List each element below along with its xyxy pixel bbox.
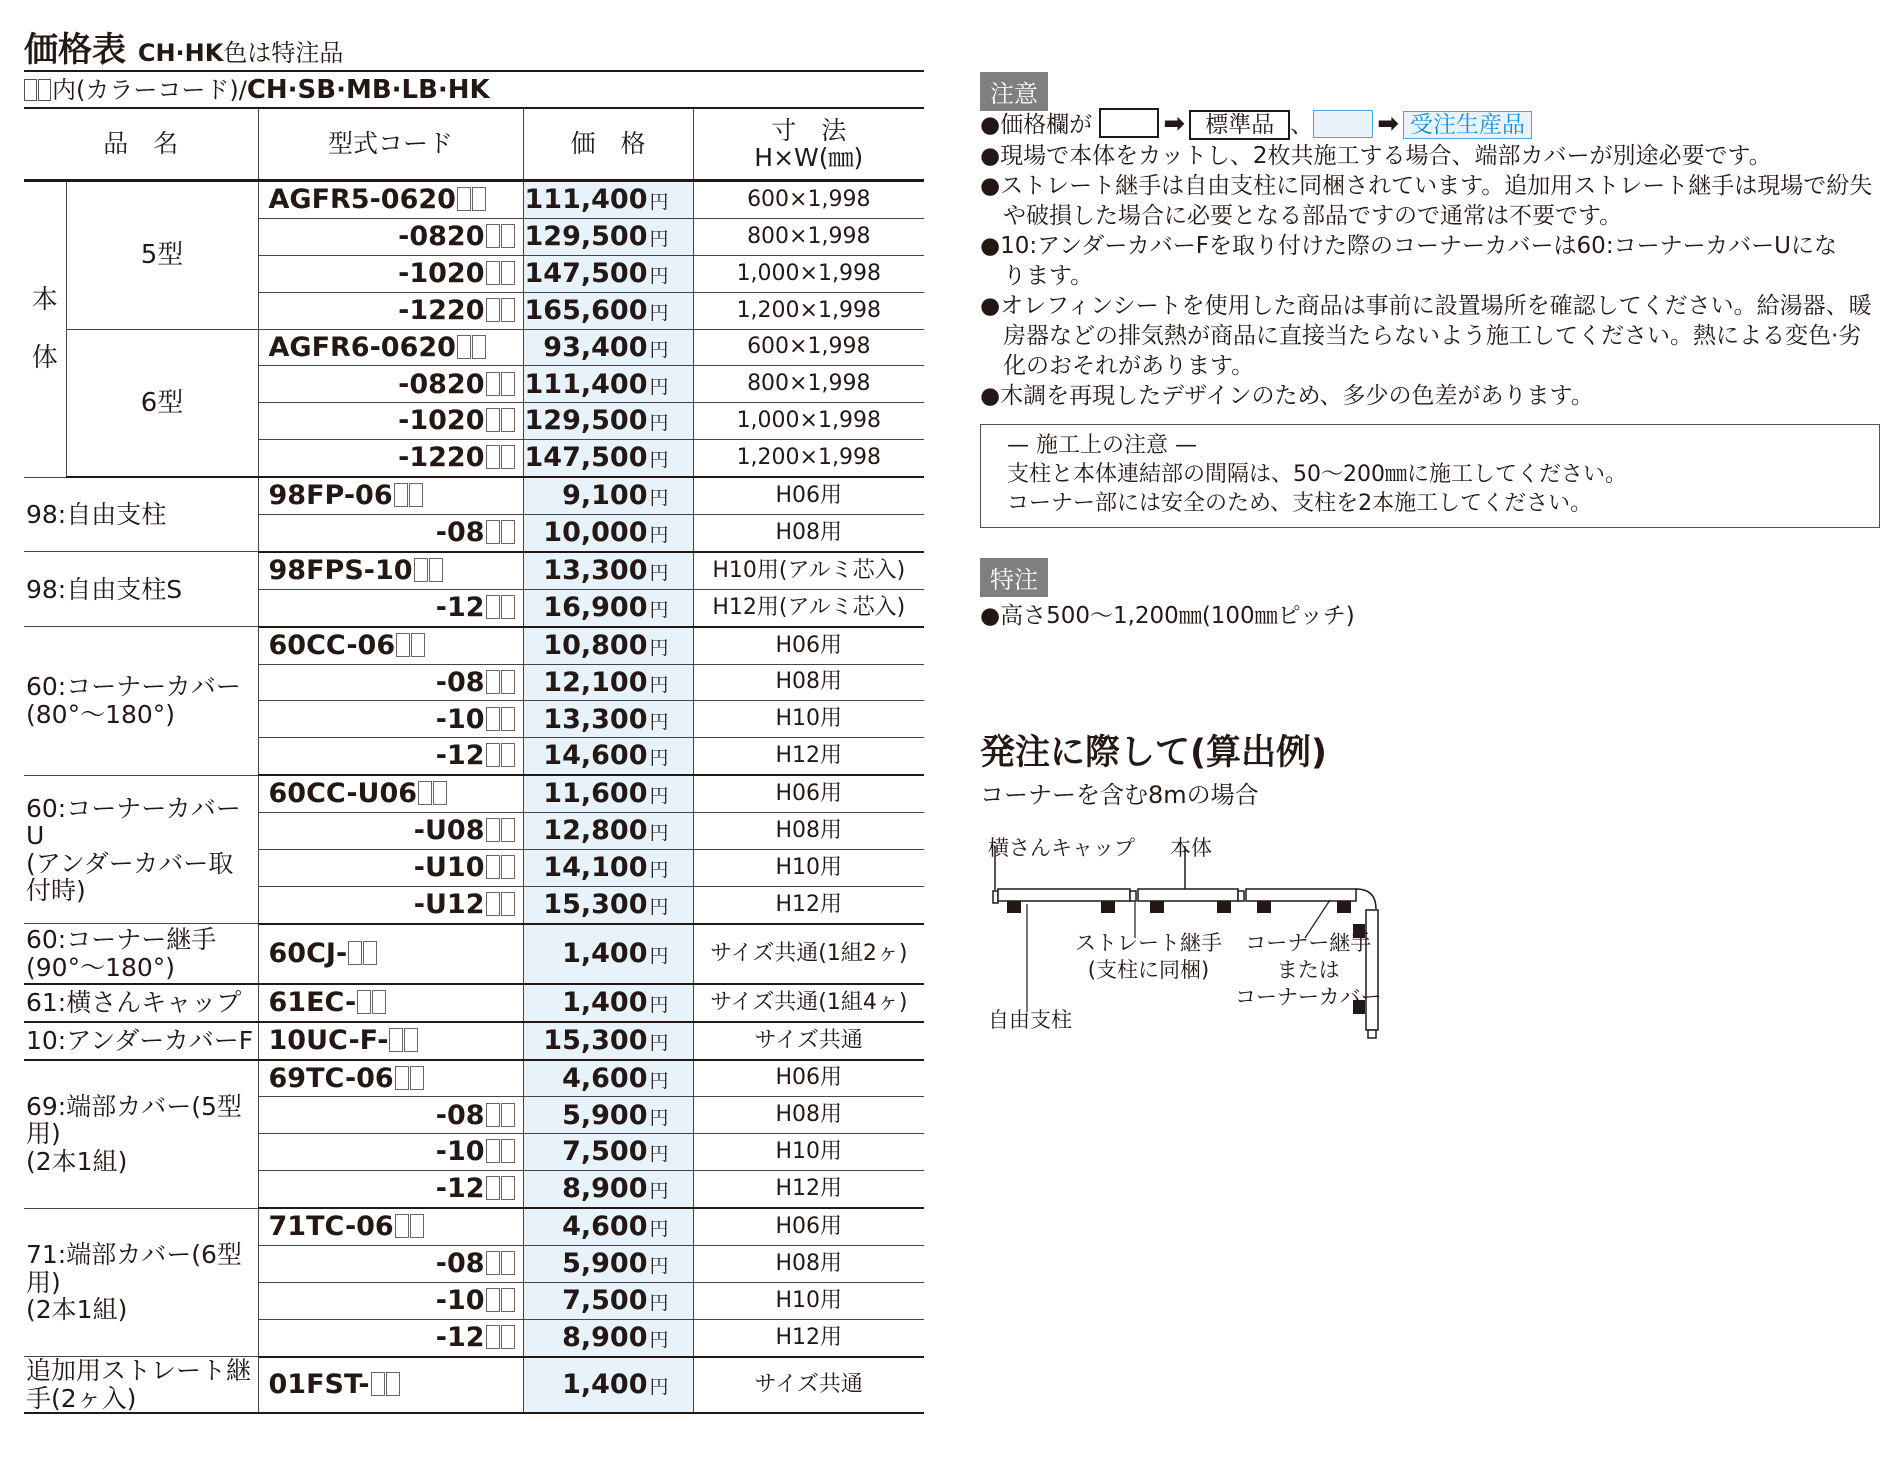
price-cell: 7,500 円: [523, 1282, 693, 1319]
model-code-cell: -10: [258, 1134, 523, 1171]
category-cell: 61:横さんキャップ: [24, 984, 258, 1022]
rail-segment: [1138, 889, 1238, 901]
model-code-cell: AGFR5-0620: [258, 181, 523, 219]
color-code-square-icon: [386, 1372, 400, 1396]
model-code-cell: -0820: [258, 218, 523, 255]
category-cell: 追加用ストレート継手(2ヶ入): [24, 1357, 258, 1414]
order-example-subtitle: コーナーを含む8mの場合: [980, 781, 1259, 809]
table-row: [24, 329, 924, 366]
model-code-cell: -1020: [258, 403, 523, 440]
table-header-row: [24, 108, 924, 181]
color-code-square-icon: [486, 298, 500, 322]
price-cell: 1,400 円: [523, 924, 693, 984]
color-code-square-icon: [394, 483, 408, 507]
color-code-square-icon: [486, 224, 500, 248]
color-code-square-icon: [501, 1176, 515, 1200]
color-code-square-icon: [501, 261, 515, 285]
price-cell: 10,800 円: [523, 627, 693, 664]
rail-segment: [998, 889, 1130, 901]
color-code-square-icon: [501, 1288, 515, 1312]
color-code-square-icon: [486, 1288, 500, 1312]
category-cell: 60:コーナー継手 (90°〜180°): [24, 924, 258, 984]
color-code-square-icon: [501, 1103, 515, 1127]
category-cell: 69:端部カバー(5型用) (2本1組): [24, 1060, 258, 1209]
price-cell: 1,400 円: [523, 984, 693, 1022]
price-cell: 129,500 円: [523, 403, 693, 440]
model-code-cell: -08: [258, 664, 523, 701]
color-code-square-icon: [501, 408, 515, 432]
color-code-square-icon: [501, 855, 515, 879]
size-cell: H10用: [693, 1134, 924, 1171]
color-code-square-icon: [486, 408, 500, 432]
size-cell: H12用: [693, 1319, 924, 1356]
special-order-badge: 特注: [980, 558, 1048, 597]
color-code-square-icon: [472, 335, 486, 359]
note-line-4b: ります。: [980, 263, 1094, 289]
model-code-cell: -1220: [258, 440, 523, 477]
color-code-line: 内(カラーコード)/CH·SB·MB·LB·HK: [24, 70, 924, 108]
size-cell: H06用: [693, 775, 924, 812]
price-cell: 147,500 円: [523, 255, 693, 292]
price-cell: 111,400 円: [523, 181, 693, 219]
blank-square-icon: [38, 79, 51, 101]
table-row: [24, 1208, 924, 1245]
price-cell: 13,300 円: [523, 701, 693, 738]
price-cell: 165,600 円: [523, 292, 693, 329]
table-row: [24, 1357, 924, 1414]
price-cell: 12,100 円: [523, 664, 693, 701]
note-line-5b: 房器などの排気熱が商品に直接当たらないよう施工してください。熱による変色·劣: [980, 323, 1862, 349]
color-code-square-icon: [501, 1251, 515, 1275]
model-code-cell: -1220: [258, 292, 523, 329]
category-cell: 60:コーナーカバーU (アンダーカバー取付時): [24, 775, 258, 924]
color-code-square-icon: [486, 1325, 500, 1349]
model-code-cell: 98FP-06: [258, 477, 523, 514]
special-height-note: ●高さ500〜1,200㎜(100㎜ピッチ): [980, 603, 1355, 629]
model-code-cell: 60CJ-: [258, 924, 523, 984]
color-code-square-icon: [501, 818, 515, 842]
price-cell: 9,100 円: [523, 477, 693, 514]
color-code-square-icon: [371, 1372, 385, 1396]
size-cell: H12用(アルミ芯入): [693, 589, 924, 626]
model-code-cell: 69TC-06: [258, 1060, 523, 1097]
category-cell: 71:端部カバー(6型用) (2本1組): [24, 1208, 258, 1357]
model-code-cell: -12: [258, 1171, 523, 1208]
color-code-square-icon: [486, 595, 500, 619]
model-code-cell: -U08: [258, 813, 523, 850]
color-code-square-icon: [357, 990, 371, 1014]
price-cell: 8,900 円: [523, 1319, 693, 1356]
size-cell: 1,200×1,998: [693, 440, 924, 477]
color-code-square-icon: [389, 1028, 403, 1052]
table-row: [24, 477, 924, 514]
color-code-square-icon: [395, 1214, 409, 1238]
color-code-square-icon: [486, 1251, 500, 1275]
price-table: [24, 107, 924, 1414]
model-code-cell: 98FPS-10: [258, 552, 523, 589]
label-post: 自由支柱: [988, 1008, 1072, 1032]
color-code-square-icon: [486, 445, 500, 469]
table-row: [24, 181, 924, 219]
blue-box-icon: [1313, 110, 1373, 138]
price-cell: 5,900 円: [523, 1097, 693, 1134]
price-cell: 111,400 円: [523, 366, 693, 403]
size-cell: H06用: [693, 627, 924, 664]
color-code-square-icon: [348, 941, 362, 965]
color-code-square-icon: [472, 187, 486, 211]
model-code-cell: -08: [258, 1097, 523, 1134]
label-corner-joint: コーナー継手 または コーナーカバー: [1235, 931, 1382, 1009]
post-icon: [1150, 901, 1164, 913]
color-code-square-icon: [418, 781, 432, 805]
color-code-square-icon: [396, 633, 410, 657]
joint-part: [1238, 891, 1244, 901]
color-code-square-icon: [501, 445, 515, 469]
header-name: 品 名: [24, 108, 258, 181]
cap-part: [1368, 1030, 1376, 1038]
color-code-square-icon: [410, 1066, 424, 1090]
price-cell: 147,500 円: [523, 440, 693, 477]
category-cell: 10:アンダーカバーF: [24, 1022, 258, 1060]
price-cell: 4,600 円: [523, 1208, 693, 1245]
note-line-4: ●10:アンダーカバーFを取り付けた際のコーナーカバーは60:コーナーカバーUにな: [980, 233, 1837, 259]
size-cell: 600×1,998: [693, 329, 924, 366]
category-cell: 98:自由支柱: [24, 477, 258, 552]
color-code-square-icon: [501, 1325, 515, 1349]
model-code-cell: -08: [258, 515, 523, 552]
color-code-square-icon: [501, 224, 515, 248]
size-cell: H06用: [693, 1060, 924, 1097]
size-cell: H06用: [693, 1208, 924, 1245]
price-cell: 8,900 円: [523, 1171, 693, 1208]
post-icon: [1007, 901, 1021, 913]
category-cell: 60:コーナーカバー (80°〜180°): [24, 627, 258, 776]
table-row: [24, 1060, 924, 1097]
header-code: 型式コード: [258, 108, 523, 181]
size-cell: H10用: [693, 701, 924, 738]
arrow-right-icon: ➡: [1163, 109, 1186, 139]
size-cell: 800×1,998: [693, 218, 924, 255]
post-icon: [1101, 901, 1115, 913]
page-title: 価格表 CH·HK色は特注品: [24, 30, 344, 70]
price-cell: 15,300 円: [523, 1022, 693, 1060]
size-cell: H12用: [693, 738, 924, 775]
color-code-square-icon: [486, 670, 500, 694]
size-cell: H08用: [693, 664, 924, 701]
price-cell: 7,500 円: [523, 1134, 693, 1171]
color-code-square-icon: [486, 372, 500, 396]
price-cell: 13,300 円: [523, 552, 693, 589]
color-code-square-icon: [414, 558, 428, 582]
price-cell: 16,900 円: [523, 589, 693, 626]
color-code-square-icon: [501, 520, 515, 544]
label-cap: 横さんキャップ: [988, 836, 1135, 860]
color-code-square-icon: [486, 261, 500, 285]
color-code-square-icon: [486, 855, 500, 879]
body-label-cell: 本 体: [24, 181, 66, 478]
blank-square-icon: [24, 79, 37, 101]
label-body: 本体: [1170, 836, 1212, 860]
color-code-square-icon: [395, 1066, 409, 1090]
price-cell: 5,900 円: [523, 1246, 693, 1283]
table-row: [24, 627, 924, 664]
order-example-title: 発注に際して(算出例): [980, 733, 1327, 773]
size-cell: 800×1,998: [693, 366, 924, 403]
note-line-5c: 化のおそれがあります。: [980, 353, 1255, 379]
post-icon: [1217, 901, 1231, 913]
note-line-5: ●オレフィンシートを使用した商品は事前に設置場所を確認してください。給湯器、暖: [980, 293, 1872, 319]
color-code-square-icon: [501, 707, 515, 731]
note-line-6: ●木調を再現したデザインのため、多少の色差があります。: [980, 383, 1594, 409]
size-cell: 600×1,998: [693, 181, 924, 219]
model-code-cell: -12: [258, 1319, 523, 1356]
note-line-2: ●現場で本体をカットし、2枚共施工する場合、端部カバーが別途必要です。: [980, 143, 1772, 169]
size-cell: H12用: [693, 1171, 924, 1208]
rail-segment: [1246, 889, 1356, 901]
model-code-cell: 60CC-06: [258, 627, 523, 664]
category-cell: 98:自由支柱S: [24, 552, 258, 627]
color-code-square-icon: [429, 558, 443, 582]
color-code-square-icon: [501, 892, 515, 916]
model-code-cell: -U10: [258, 850, 523, 887]
post-icon: [1337, 901, 1351, 913]
color-code-square-icon: [486, 818, 500, 842]
price-cell: 14,600 円: [523, 738, 693, 775]
model-code-cell: 10UC-F-: [258, 1022, 523, 1060]
label-straight-joint: ストレート継手 (支柱に同梱): [1075, 931, 1222, 982]
size-cell: サイズ共通: [693, 1357, 924, 1414]
note-line-3: ●ストレート継手は自由支柱に同梱されています。追加用ストレート継手は現場で紛失: [980, 173, 1873, 199]
size-cell: 1,200×1,998: [693, 292, 924, 329]
color-code-square-icon: [501, 1139, 515, 1163]
price-cell: 11,600 円: [523, 775, 693, 812]
color-code-square-icon: [404, 1028, 418, 1052]
model-code-cell: -12: [258, 589, 523, 626]
table-row: [24, 984, 924, 1022]
size-cell: H10用: [693, 850, 924, 887]
joint-part: [1130, 891, 1136, 901]
model-code-cell: 01FST-: [258, 1357, 523, 1414]
color-code-square-icon: [372, 990, 386, 1014]
size-cell: サイズ共通(1組2ヶ): [693, 924, 924, 984]
color-code-square-icon: [363, 941, 377, 965]
color-code-square-icon: [486, 707, 500, 731]
table-row: [24, 924, 924, 984]
color-code-square-icon: [501, 298, 515, 322]
note-line-3b: や破損した場合に必要となる部品ですので通常は不要です。: [980, 203, 1623, 229]
model-code-cell: -U12: [258, 886, 523, 923]
size-cell: H06用: [693, 477, 924, 514]
model-code-cell: -10: [258, 1282, 523, 1319]
model-code-cell: -08: [258, 1246, 523, 1283]
model-code-cell: -0820: [258, 366, 523, 403]
price-cell: 14,100 円: [523, 850, 693, 887]
color-code-square-icon: [501, 595, 515, 619]
model-code-cell: -1020: [258, 255, 523, 292]
color-code-square-icon: [409, 483, 423, 507]
price-cell: 12,800 円: [523, 813, 693, 850]
size-cell: サイズ共通(1組4ヶ): [693, 984, 924, 1022]
size-cell: サイズ共通: [693, 1022, 924, 1060]
model-code-cell: 60CC-U06: [258, 775, 523, 812]
color-code-square-icon: [486, 1103, 500, 1127]
color-code-square-icon: [457, 335, 471, 359]
price-cell: 93,400 円: [523, 329, 693, 366]
price-cell: 10,000 円: [523, 515, 693, 552]
model-code-cell: -10: [258, 701, 523, 738]
header-size: 寸 法 H×W(㎜): [693, 108, 924, 181]
model-code-cell: 71TC-06: [258, 1208, 523, 1245]
size-cell: 1,000×1,998: [693, 403, 924, 440]
table-row: [24, 552, 924, 589]
size-cell: H10用: [693, 1282, 924, 1319]
color-code-square-icon: [486, 1176, 500, 1200]
note-line-1: ●価格欄が ➡ 標準品 、 ➡ 受注生産品: [980, 108, 1532, 140]
model-code-cell: -12: [258, 738, 523, 775]
size-cell: H08用: [693, 1246, 924, 1283]
color-code-square-icon: [486, 892, 500, 916]
color-code-square-icon: [457, 187, 471, 211]
color-code-square-icon: [486, 1139, 500, 1163]
color-code-square-icon: [486, 520, 500, 544]
color-code-square-icon: [411, 633, 425, 657]
color-code-square-icon: [501, 670, 515, 694]
color-code-square-icon: [410, 1214, 424, 1238]
white-box-icon: [1099, 108, 1159, 138]
color-code-square-icon: [433, 781, 447, 805]
model-code-cell: 61EC-: [258, 984, 523, 1022]
type-5-cell: 5型: [66, 181, 258, 330]
price-cell: 1,400 円: [523, 1357, 693, 1414]
header-price: 価 格: [523, 108, 693, 181]
post-icon: [1257, 901, 1271, 913]
table-row: [24, 1022, 924, 1060]
size-cell: H08用: [693, 813, 924, 850]
type-6-cell: 6型: [66, 329, 258, 477]
color-code-square-icon: [501, 372, 515, 396]
size-cell: H10用(アルミ芯入): [693, 552, 924, 589]
price-cell: 129,500 円: [523, 218, 693, 255]
size-cell: H08用: [693, 1097, 924, 1134]
color-code-square-icon: [501, 743, 515, 767]
color-code-square-icon: [486, 743, 500, 767]
price-cell: 4,600 円: [523, 1060, 693, 1097]
caution-badge: 注意: [980, 72, 1048, 111]
price-cell: 15,300 円: [523, 886, 693, 923]
size-cell: 1,000×1,998: [693, 255, 924, 292]
arrow-right-icon: ➡: [1377, 109, 1399, 139]
size-cell: H12用: [693, 886, 924, 923]
table-row: [24, 775, 924, 812]
model-code-cell: AGFR6-0620: [258, 329, 523, 366]
construction-notes-box: — 施工上の注意 — 支柱と本体連結部の間隔は、50〜200㎜に施工してください。 コーナー部には安全のため、支柱を2本施工してください。: [980, 424, 1880, 528]
corner-part: [1356, 889, 1376, 909]
size-cell: H08用: [693, 515, 924, 552]
